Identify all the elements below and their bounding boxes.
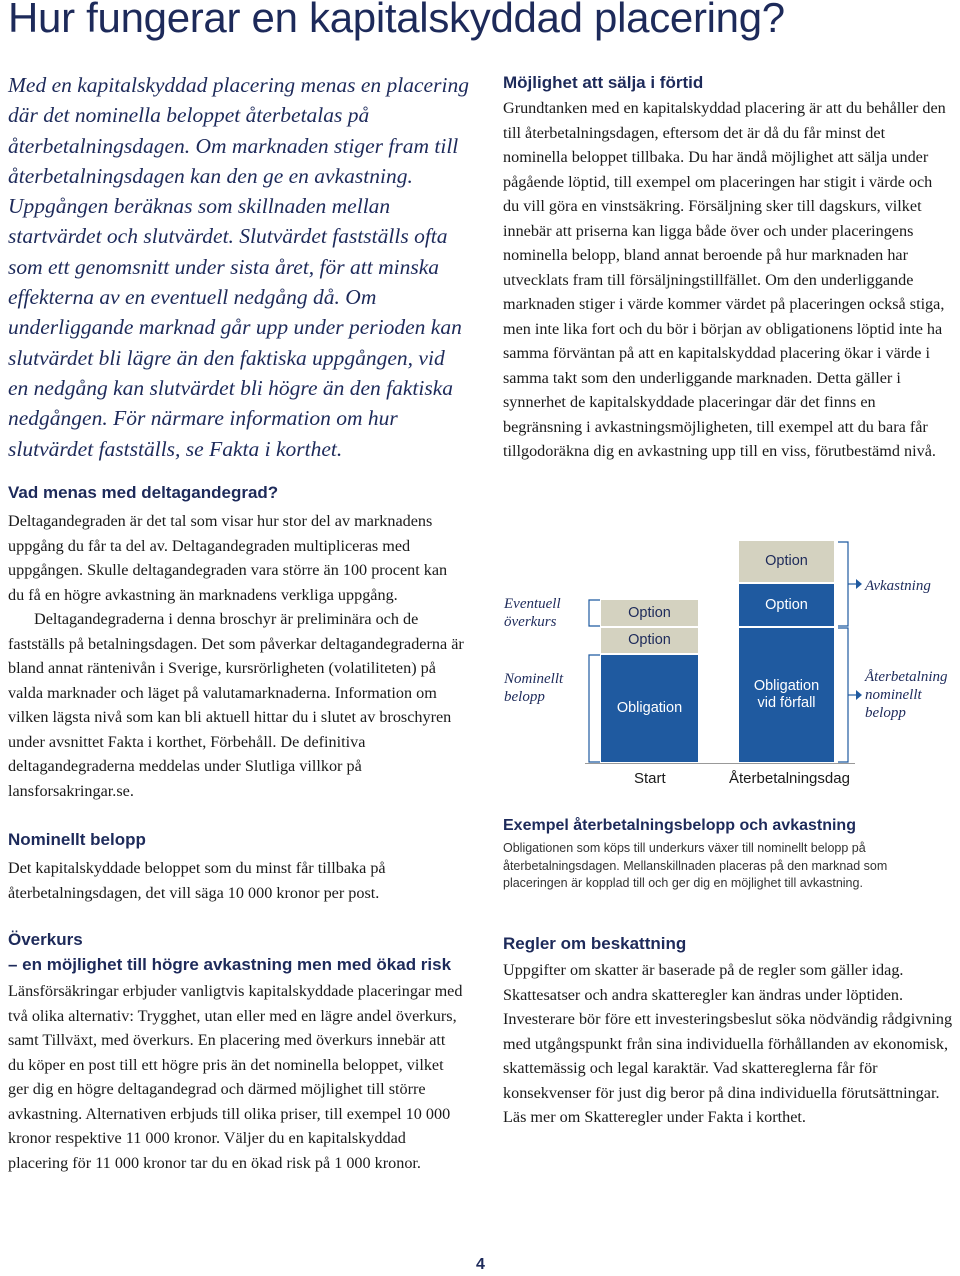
- start-option-top: Option: [601, 600, 698, 626]
- deltagandegrad-heading: Vad menas med deltagandegrad?: [8, 483, 279, 502]
- skatt-body: Uppgifter om skatter är baserade på de regler som gäller idag. Skattesatser och andra skatteregler kan ändras under löptiden. Investerare bör före ett investeringsbeslut söka nödvändig rådgivning med utgångspunkt från sina individuella förhållanden av ekonomisk, skattemässig och legal karaktär. Vad skattereglerna får för konsekvenser för just dig beror på dina individuella förutsättningar. Läs mer om Skatteregler under Fakta i korthet.: [503, 961, 953, 1126]
- lead-paragraph: Med en kapitalskyddad placering menas en placering där det nominella beloppet återbetalas på återbetalningsdagen. Om marknaden stiger fram till återbetalningsdagen kan den ge en avkastning. Uppgången beräknas som skillnaden mellan startvärdet och slutvärdet. Slutvärdet fastställs ofta som ett genomsnitt under sista året, för att minska effekterna av en eventuell nedgång då. Om underliggande marknad går upp under perioden kan slutvärdet bli lägre än den faktiska uppgången, vid en nedgång kan slutvärdet bli högre än den faktiska nedgången. För närmare information om hur slutvärdet fastställs, se Fakta i korthet.: [8, 73, 469, 461]
- deltagandegrad-paragraph-2: Deltagandegraderna i denna broschyr är preliminära och de fastställs på betalningsdagen. Det som påverkar deltagandegraderna är bland annat räntenivån i Sverige, kursrörligheten (volatiliteten) på valda marknader och läget på valutamarknaderna. Information om vilken lägsta nivå som kan bli aktuell hittar du i slutet av broschyren under avsnittet Fakta i korthet, Förbehåll. De definitiva deltagandegraderna meddelas under Slutliga villkor på lansforsakringar.se.: [8, 610, 464, 800]
- label-aterbetalning: Återbetalning nominellt belopp: [865, 669, 948, 721]
- label-avkastning: Avkastning: [865, 578, 931, 594]
- overkurs-subheading: – en möjlighet till högre avkastning men med ökad risk: [8, 955, 452, 974]
- exempel-caption: Obligationen som köps till underkurs växer till nominellt belopp på återbetalningsdagen. Mellanskillnaden placeras på den marknad som placeringen är kopplad till och ger dig en möjlighet till avkastning.: [503, 841, 888, 890]
- right-bracket: [838, 536, 862, 766]
- end-option-top: Option: [739, 541, 834, 582]
- nominellt-body: Det kapitalskyddade beloppet som du minst får tillbaka på återbetalningsdagen, det vill säga 10 000 kronor per post.: [8, 859, 386, 902]
- salja-body: Grundtanken med en kapitalskyddad placering är att du behåller den till återbetalningsdagen, eftersom det är då du får minst det nominella beloppet tillbaka. Du har ändå möjlighet att sälja under pågående löptid, till exempel om placeringen har stigit i värde och du vill göra en vinstsäkring. Försäljning sker till dagskurs, vilket innebär att priserna kan ligga både över och under placeringens nominella belopp, bland annat beroende på hur marknaden har utvecklats fram till försäljningstillfället. Om den underliggande marknaden stiger i värde kommer värdet på placeringen också stiga, men inte lika fort och du bör i början av obligationens löptid inte ha samma förväntan på att en kapitalskyddad placering ökar i värde i samma takt som den underliggande marknaden. Detta gäller i synnerhet de kapitalskyddade placeringar där det finns en begränsning i avkastningsmöjligheten, till exempel att du bara får tillgodoräkna dig en avkastning upp till en viss, förutbestämd nivå.: [503, 99, 946, 460]
- label-nominellt-belopp: Nominellt belopp: [504, 671, 564, 705]
- arrow-aterbetalning-icon: [856, 690, 862, 700]
- overkurs-heading: Överkurs: [8, 930, 83, 949]
- start-obligation: Obligation: [601, 655, 698, 762]
- start-option-bottom: Option: [601, 628, 698, 653]
- label-eventuell-overkurs: Eventuell överkurs: [504, 596, 561, 630]
- overkurs-body: Länsförsäkringar erbjuder vanligtvis kapitalskyddade placeringar med två olika alternativ: Trygghet, utan eller med en lägre andel överkurs, samt Tillväxt, med överkurs. En placering med överkurs innebär att du köper en post till ett högre pris än det nominella beloppet, vilket ger dig en högre deltagandegrad och därmed möjlighet till större avkastning. Alternativen erbjuds till olika priser, till exempel 10 000 kronor respektive 11 000 kronor. Väljer du en kapitalskyddad placering för 11 000 kronor tar du en ökad risk på 1 000 kronor.: [8, 982, 463, 1172]
- skatt-heading: Regler om beskattning: [503, 934, 687, 953]
- bracket-overkurs: [589, 600, 600, 626]
- deltagandegrad-paragraph-1: Deltagandegraden är det tal som visar hur stor del av marknadens uppgång du får ta del av. Deltagandegraden multipliceras med uppgången. Skulle deltagandegraden vara större än 100 procent kan du få en högre avkastning än marknadens verkliga uppgång.: [8, 512, 448, 604]
- end-obligation: Obligation vid förfall: [739, 628, 834, 762]
- page-title: Hur fungerar en kapitalskyddad placering?: [8, 0, 785, 41]
- x-label-end: Återbetalningsdag: [729, 770, 850, 787]
- page-number: 4: [476, 1256, 485, 1273]
- nominellt-heading: Nominellt belopp: [8, 830, 146, 849]
- bracket-aterbetalning: [838, 628, 848, 762]
- bracket-nominellt: [589, 655, 600, 762]
- bracket-avkastning: [838, 542, 848, 626]
- x-label-start: Start: [634, 770, 666, 787]
- diagram-baseline: [585, 763, 855, 764]
- salja-heading: Möjlighet att sälja i förtid: [503, 73, 704, 92]
- deltagandegrad-body: [8, 509, 466, 803]
- left-bracket: [586, 590, 602, 765]
- exempel-heading: Exempel återbetalningsbelopp och avkastning: [503, 817, 856, 834]
- end-option-bottom: Option: [739, 584, 834, 626]
- arrow-avkastning-icon: [856, 579, 862, 589]
